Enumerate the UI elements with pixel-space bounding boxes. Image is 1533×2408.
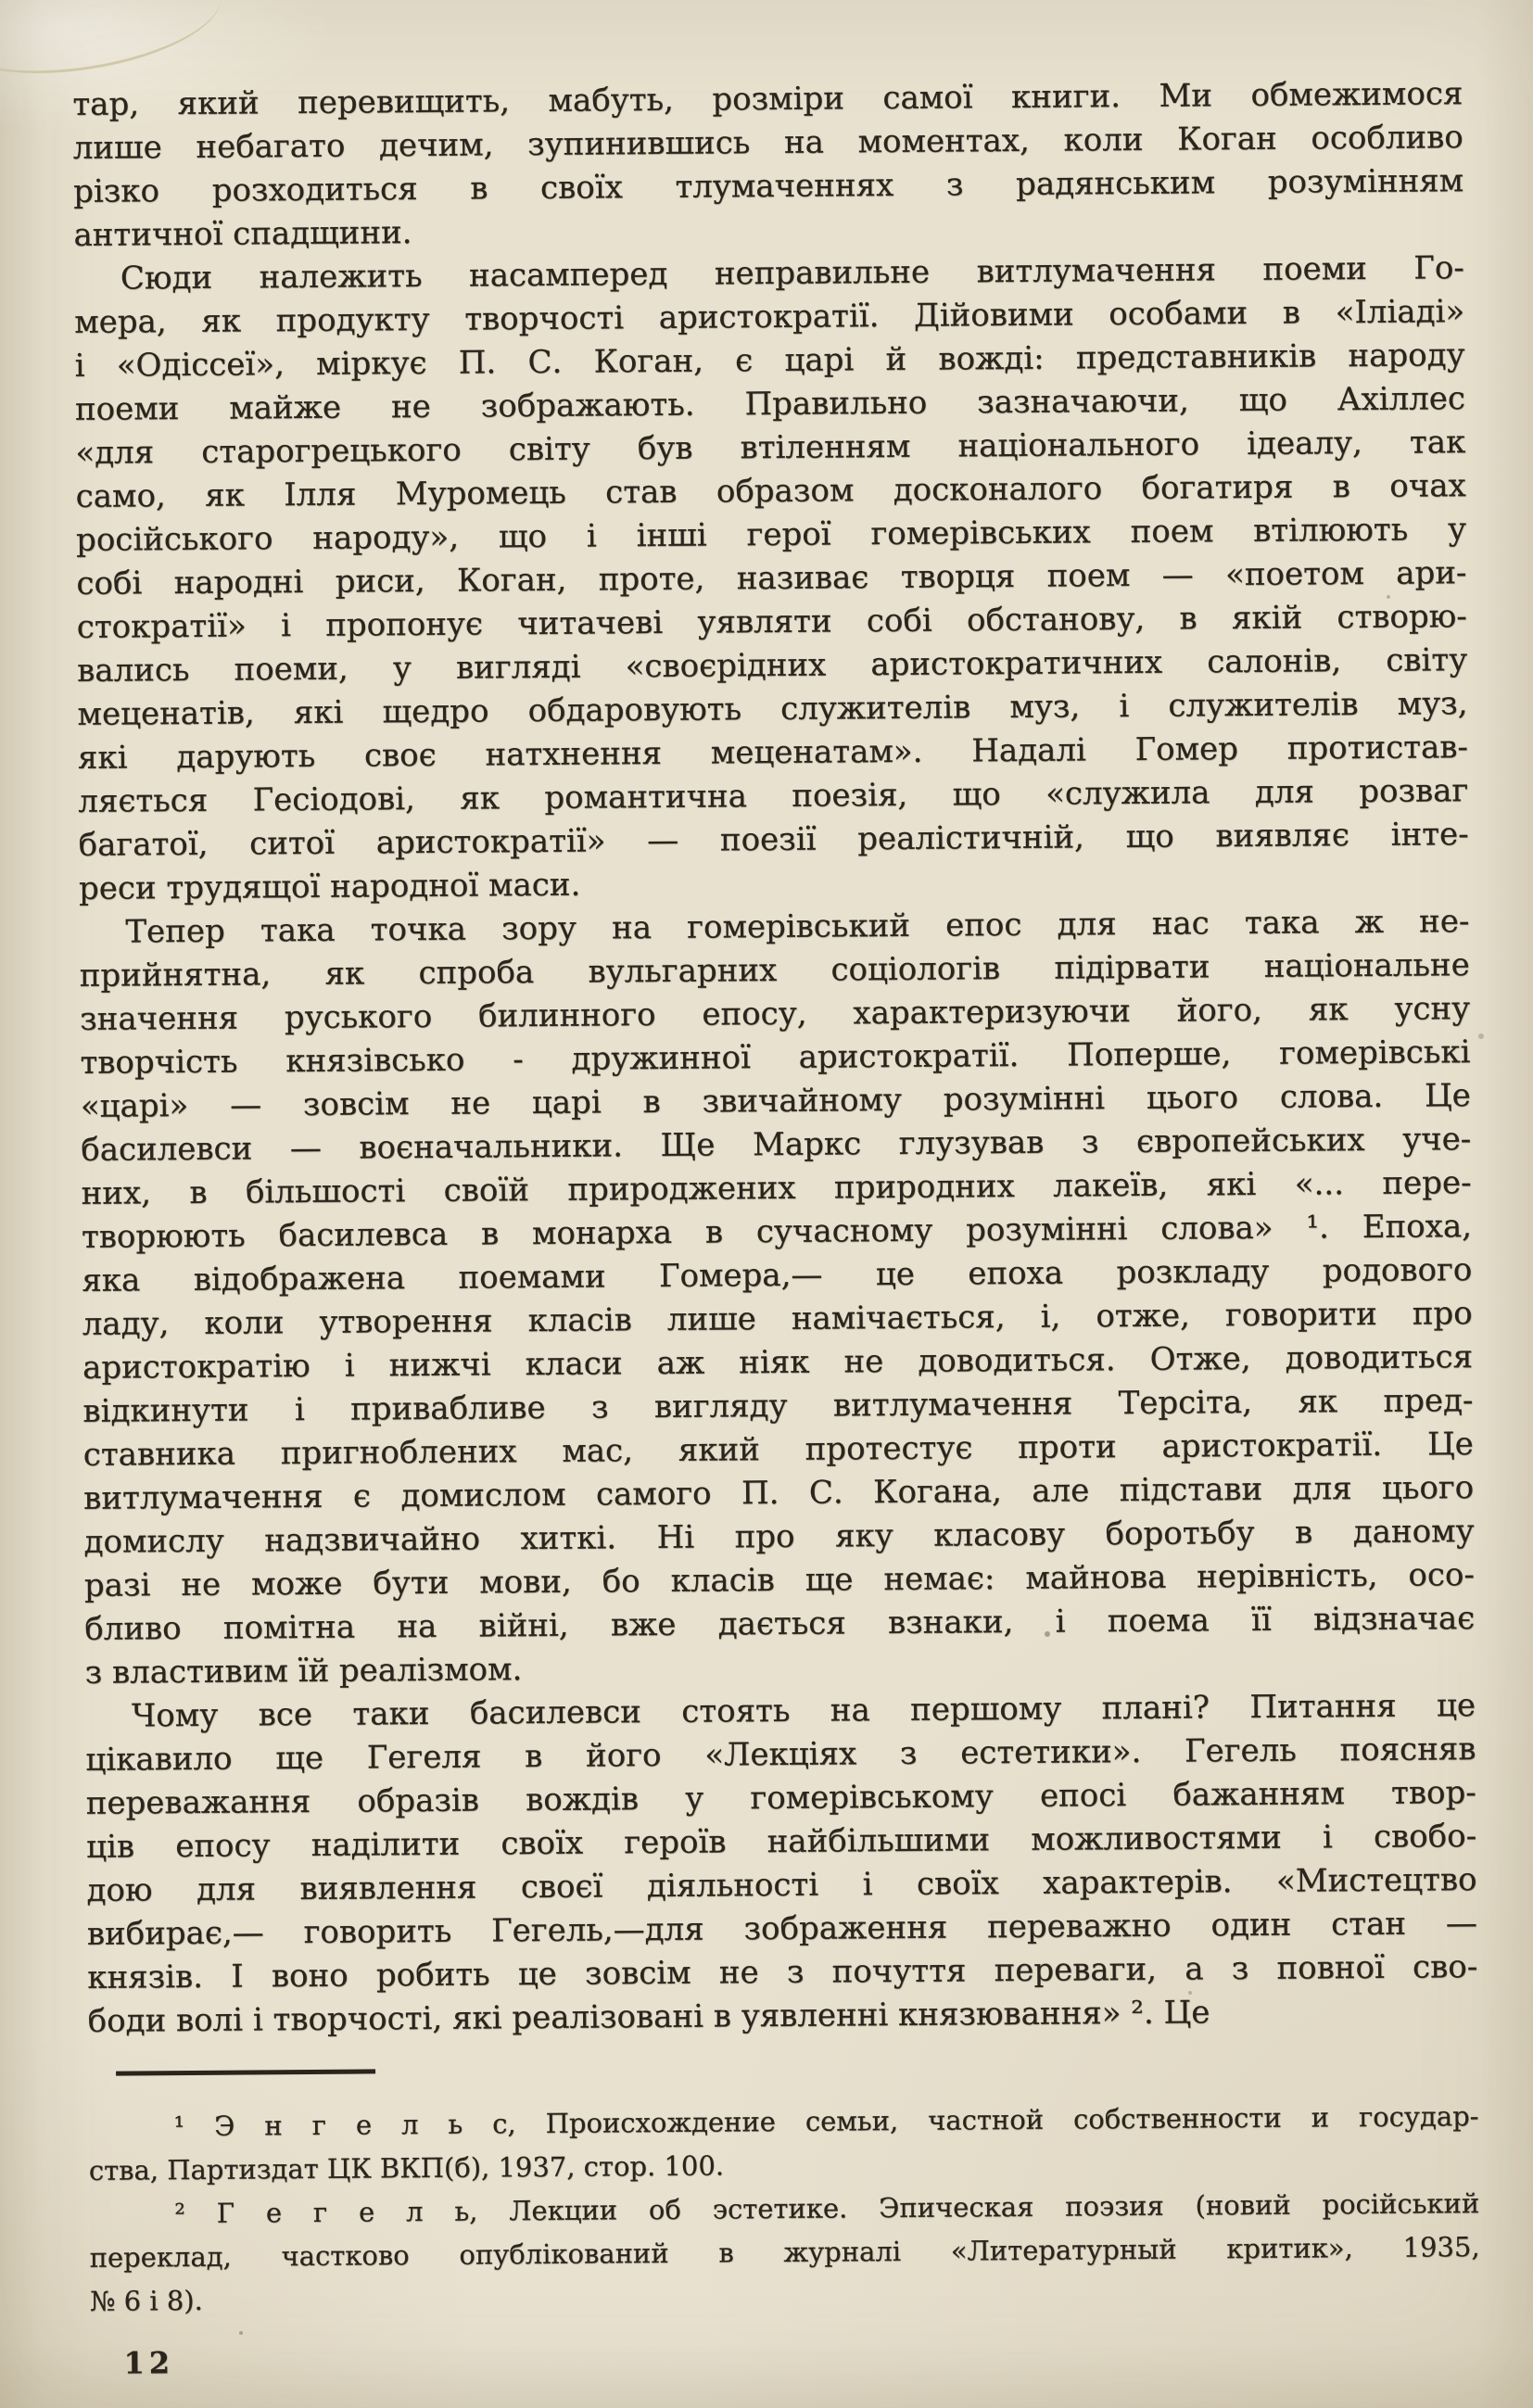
text-line: дою для виявлення своєї діяльності і своїх характерів. «Мистецтво bbox=[86, 1861, 1477, 1909]
text-line: творчість князівсько - дружинної аристократії. Поперше, гомерівські bbox=[80, 1033, 1471, 1082]
text-line: вибирає,— говорить Гегель,—для зображення переважно один стан — bbox=[86, 1905, 1478, 1953]
text-block bbox=[72, 72, 1480, 2386]
text-line: бливо помітна на війні, вже дається взнаки, і поема її відзначає bbox=[84, 1600, 1476, 1648]
text-line: «царі» — зовсім не царі в звичайному розумінні цього слова. Це bbox=[80, 1077, 1472, 1125]
text-line: поеми майже не зображають. Правильно зазначаючи, що Ахіллес bbox=[74, 380, 1466, 428]
text-line: боди волі і творчості, які реалізовані в уявленні князювання» ². Це bbox=[87, 1994, 1210, 2040]
text-line: Тепер така точка зору на гомерівський епос для нас така ж не- bbox=[125, 903, 1470, 951]
text-line: князів. І воно робить це зовсім не з почуття переваги, а з повної сво- bbox=[87, 1948, 1478, 1996]
text-line: і «Одіссеї», міркує П. С. Коган, є царі й вожді: представників народу bbox=[74, 336, 1465, 385]
text-line: цікавило ще Гегеля в його «Лекціях з естетики». Гегель поясняв bbox=[85, 1730, 1476, 1779]
text-line: № 6 і 8). bbox=[89, 2284, 203, 2317]
text-line: античної спадщини. bbox=[73, 214, 412, 254]
footnote bbox=[88, 2095, 1479, 2193]
paragraph bbox=[74, 247, 1469, 911]
footnote bbox=[89, 2182, 1480, 2324]
text-line: різко розходиться в своїх тлумаченнях з радянським розумінням bbox=[72, 162, 1464, 210]
text-line: басилевси — воєначальники. Ще Маркс глузував з європейських уче- bbox=[81, 1121, 1472, 1169]
text-line: ставника пригноблених мас, який протестує проти аристократії. Це bbox=[82, 1426, 1474, 1474]
paragraph bbox=[72, 72, 1463, 258]
text-line: яка відображена поемами Гомера,— це епоха розкладу родового bbox=[82, 1251, 1473, 1299]
text-line: них, в більшості своїй природжених природних лакеїв, які «... пере- bbox=[81, 1164, 1472, 1212]
text-line: які дарують своє натхнення меценатам». Надалі Гомер протистав- bbox=[77, 729, 1469, 777]
footnotes bbox=[88, 2095, 1480, 2324]
text-line: прийнятна, як спроба вульгарних соціологів підірвати національне bbox=[79, 946, 1470, 995]
text-line: багатої, ситої аристократії» — поезії реалістичній, що виявляє інте- bbox=[78, 816, 1469, 864]
text-line: само, як Ілля Муромець став образом досконалого богатиря в очах bbox=[75, 467, 1466, 515]
text-line: собі народні риси, Коган, проте, називає творця поем — «поетом ари- bbox=[76, 554, 1467, 602]
text-line: Сюди належить насамперед неправильне витлумачення поеми Го- bbox=[120, 249, 1464, 298]
text-line: тар, який перевищить, мабуть, розміри самої книги. Ми обмежимося bbox=[72, 75, 1463, 123]
text-line: творюють басилевса в монарха в сучасному розумінні слова» ¹. Епоха, bbox=[81, 1208, 1473, 1256]
text-line: стократії» і пропонує читачеві уявляти собі обстанову, в якій створю- bbox=[76, 598, 1467, 646]
text-line: ¹ Э н г е л ь с, Происхождение семьи, частной собственности и государ- bbox=[173, 2100, 1479, 2143]
text-line: «для старогрецького світу був втіленням національного ідеалу, так bbox=[75, 424, 1466, 472]
text-line: переклад, частково опублікований в журналі «Литературный критик», 1935, bbox=[89, 2231, 1480, 2274]
text-line: меценатів, які щедро обдаровують служителів муз, і служителів муз, bbox=[77, 685, 1468, 733]
text-line: з властивим їй реалізмом. bbox=[84, 1651, 523, 1692]
text-line: разі не може бути мови, бо класів ще немає: майнова нерівність, осо- bbox=[83, 1556, 1476, 1604]
text-line: значення руського билинного епосу, характеризуючи його, як усну bbox=[79, 990, 1471, 1038]
text-line: ців епосу наділити своїх героїв найбільшими можливостями і свобо- bbox=[86, 1818, 1477, 1866]
text-line: Чому все таки басилевси стоять на першому плані? Питання це bbox=[131, 1687, 1476, 1735]
paragraph bbox=[79, 900, 1476, 1695]
text-line: домислу надзвичайно хиткі. Ні про яку класову боротьбу в даному bbox=[83, 1513, 1475, 1561]
text-line: відкинути і привабливе з вигляду витлумачення Терсіта, як пред- bbox=[82, 1382, 1474, 1430]
text-line: аристократію і нижчі класи аж ніяк не доводиться. Отже, доводиться bbox=[82, 1338, 1474, 1387]
text-line: російського народу», що і інші герої гомерівських поем втілюють у bbox=[75, 511, 1467, 559]
text-line: ² Г е г е л ь, Лекции об эстетике. Эпическая поэзия (новий російський bbox=[174, 2187, 1480, 2230]
text-line: лише небагато дечим, зупинившись на моментах, коли Коган особливо bbox=[72, 119, 1463, 167]
paper-crease-mark bbox=[0, 0, 229, 91]
text-line: реси трудящої народної маси. bbox=[78, 866, 581, 907]
text-line: переважання образів вождів у гомерівському епосі бажанням твор- bbox=[85, 1774, 1476, 1822]
text-line: ладу, коли утворення класів лише намічається, і, отже, говорити про bbox=[82, 1295, 1473, 1343]
body-paragraphs bbox=[72, 72, 1478, 2044]
footnote-rule bbox=[116, 2069, 375, 2075]
text-line: мера, як продукту творчості аристократії. Дійовими особами в «Іліаді» bbox=[74, 293, 1465, 341]
paragraph bbox=[85, 1684, 1478, 2044]
page-number: 12 bbox=[123, 2345, 175, 2381]
text-line: ляється Гесіодові, як романтична поезія, що «служила для розваг bbox=[78, 772, 1469, 820]
text-line: витлумачення є домислом самого П. С. Когана, але підстави для цього bbox=[83, 1469, 1475, 1517]
text-line: вались поеми, у вигляді «своєрідних аристократичних салонів, світу bbox=[77, 641, 1468, 690]
text-line: ства, Партиздат ЦК ВКП(б), 1937, стор. 100. bbox=[88, 2149, 725, 2186]
paper-specks bbox=[0, 0, 4, 4]
